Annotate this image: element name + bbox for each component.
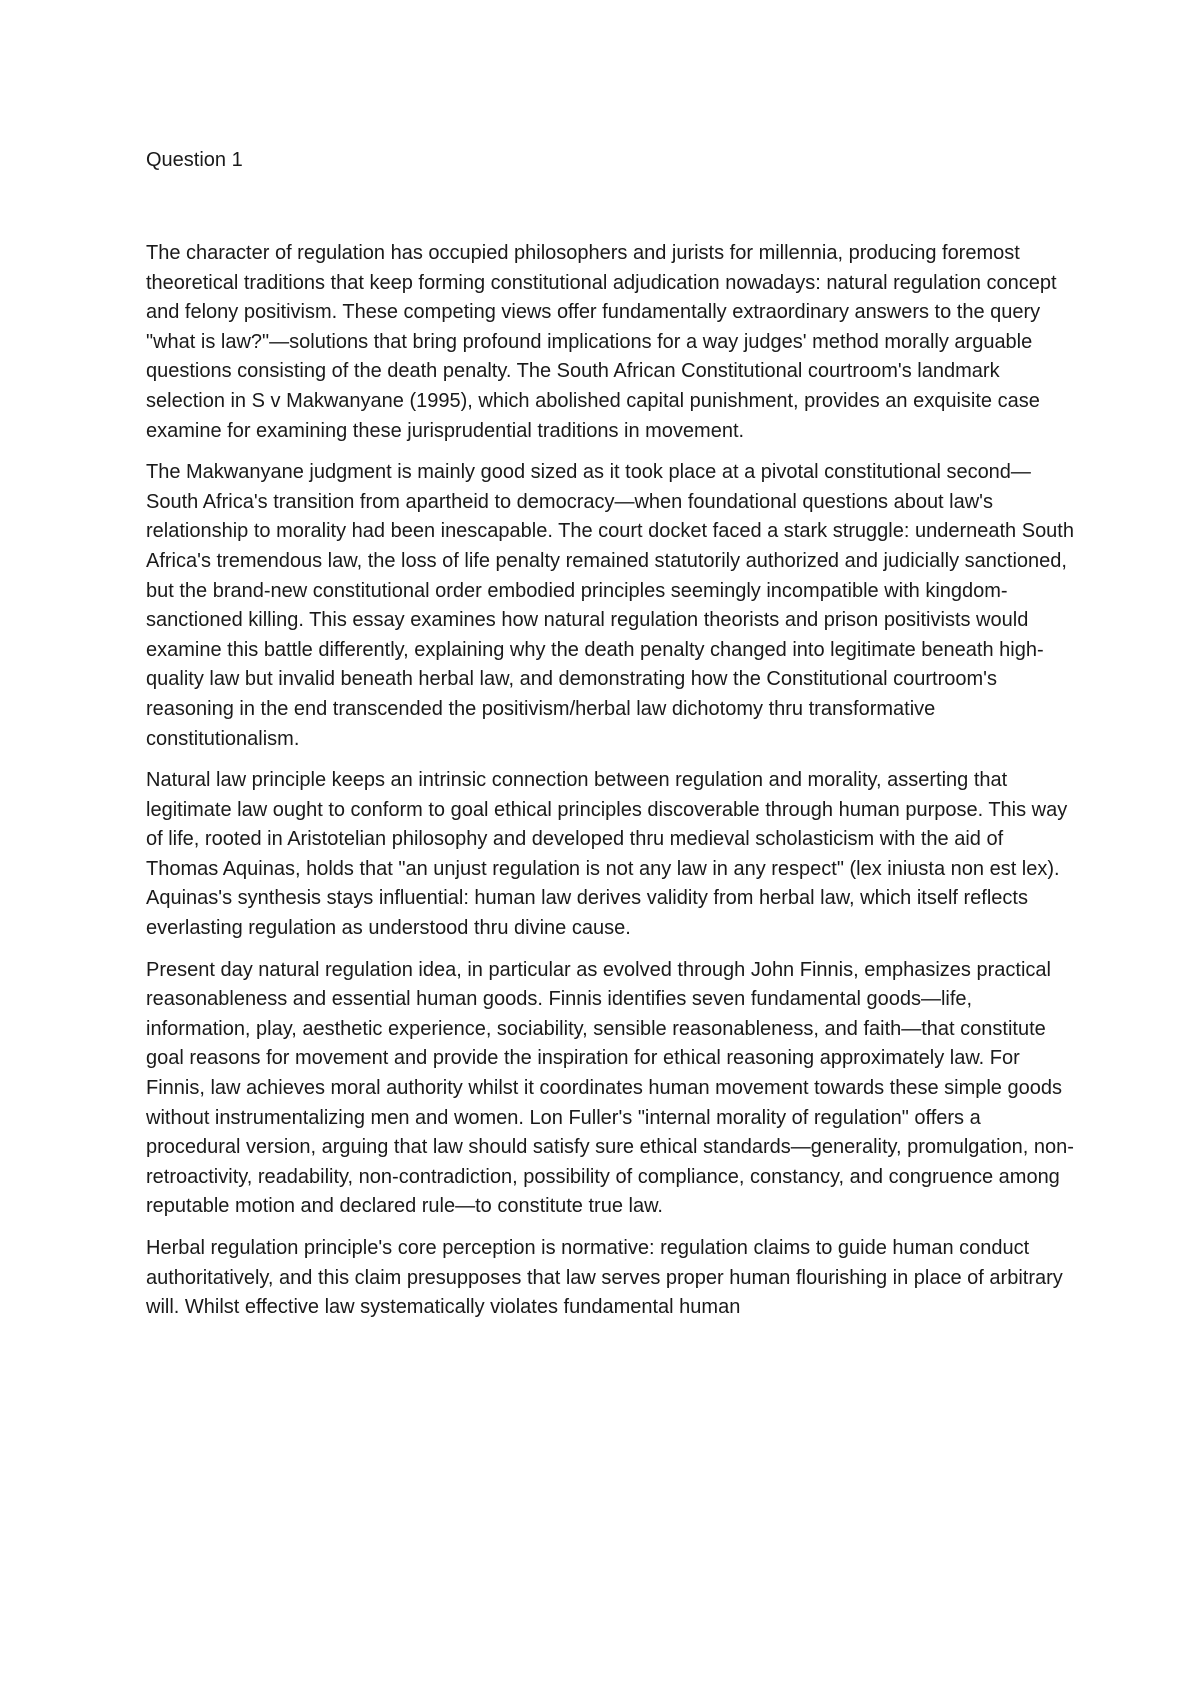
paragraph-finnis: Present day natural regulation idea, in particular as evolved through John Finnis, emphasizes practical reasonableness and essential human goods. Finnis identifies seven fundamental goods—life, information, play, aesthetic experience, sociability, sensible reasonableness, and faith—that constitute goal reasons for movement and provide the inspiration for ethical reasoning approximately law. For Finnis, law achieves moral authority whilst it coordinates human movement towards these simple goods without instrumentalizing men and women. Lon Fuller's "internal morality of regulation" offers a procedural version, arguing that law should satisfy sure ethical standards—generality, promulgation, non-retroactivity, readability, non-contradiction, possibility of compliance, constancy, and congruence among reputable motion and declared rule—to constitute true law.: [146, 958, 1074, 1218]
paragraph-core-perception: Herbal regulation principle's core perception is normative: regulation claims to guide human conduct authoritatively, and this claim presupposes that law serves proper human flourishing in place of arbitrary will. Whilst effective law systematically violates fundamental human: [146, 1237, 1063, 1319]
question-heading: Question 1: [146, 149, 243, 171]
paragraph-makwanyane: The Makwanyane judgment is mainly good sized as it took place at a pivotal constitutional second—South Africa's transition from apartheid to democracy—when foundational questions about law's relationship to morality had been inescapable. The court docket faced a stark struggle: underneath South Africa's tremendous law, the loss of life penalty remained statutorily authorized and judicially sanctioned, but the brand-new constitutional order embodied principles seemingly incompatible with kingdom-sanctioned killing. This essay examines how natural regulation theorists and prison positivists would examine this battle differently, explaining why the death penalty changed into legitimate beneath high-quality law but invalid beneath herbal law, and demonstrating how the Constitutional courtroom's reasoning in the end transcended the positivism/herbal law dichotomy thru transformative constitutionalism.: [146, 461, 1074, 750]
paragraph-intro: The character of regulation has occupied philosophers and jurists for millennia, producing foremost theoretical traditions that keep forming constitutional adjudication nowadays: natural regulation concept and felony positivism. These competing views offer fundamentally extraordinary answers to the query "what is law?"—solutions that bring profound implications for a way judges' method morally arguable questions consisting of the death penalty. The South African Constitutional courtroom's landmark selection in S v Makwanyane (1995), which abolished capital punishment, provides an exquisite case examine for examining these jurisprudential traditions in movement.: [146, 242, 1057, 442]
paragraph-natural-law: Natural law principle keeps an intrinsic connection between regulation and morality, asserting that legitimate law ought to conform to goal ethical principles discoverable through human purpose. This way of life, rooted in Aristotelian philosophy and developed thru medieval scholasticism with the aid of Thomas Aquinas, holds that "an unjust regulation is not any law in any respect" (lex iniusta non est lex). Aquinas's synthesis stays influential: human law derives validity from herbal law, which itself reflects everlasting regulation as understood thru divine cause.: [146, 769, 1068, 940]
document-body: [146, 145, 1076, 1335]
